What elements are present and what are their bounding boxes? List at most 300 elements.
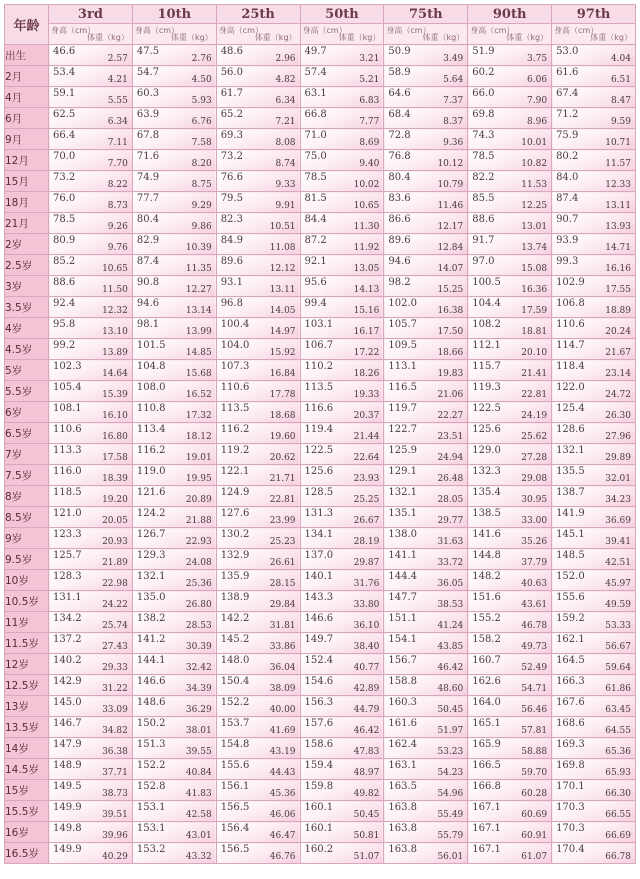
measure-cell [300, 150, 384, 171]
weight-value: 46.42 [437, 663, 464, 673]
weight-value: 20.62 [269, 453, 296, 463]
measure-cell [468, 633, 552, 654]
percentile-header-row [5, 5, 636, 24]
measure-cell [468, 570, 552, 591]
measure-cell [384, 444, 468, 465]
unit-header [49, 24, 133, 45]
weight-value: 17.55 [605, 285, 631, 295]
weight-value: 51.97 [437, 726, 464, 736]
height-value: 79.5 [220, 193, 243, 204]
weight-value: 19.83 [437, 369, 464, 379]
weight-value: 33.09 [102, 705, 128, 715]
age-label: 13岁 [5, 696, 49, 717]
weight-value: 8.20 [191, 159, 212, 169]
measure-cell [552, 633, 636, 654]
height-value: 119.3 [472, 382, 501, 393]
measure-cell [384, 381, 468, 402]
height-value: 67.4 [556, 88, 579, 99]
measure-cell [552, 801, 636, 822]
age-label: 5岁 [5, 360, 49, 381]
measure-cell [468, 276, 552, 297]
weight-value: 7.77 [359, 117, 380, 127]
weight-value: 29.08 [521, 474, 548, 484]
measure-cell [468, 339, 552, 360]
height-value: 86.6 [388, 214, 411, 225]
weight-value: 19.20 [102, 495, 128, 505]
weight-value: 40.00 [269, 705, 296, 715]
weight-value: 6.76 [191, 117, 212, 127]
percentile-header: 25th [216, 5, 300, 24]
weight-value: 10.71 [605, 138, 631, 148]
height-value: 151.3 [136, 739, 166, 750]
measure-cell [384, 66, 468, 87]
measure-cell [132, 675, 216, 696]
measure-cell [132, 465, 216, 486]
measure-cell [300, 612, 384, 633]
height-value: 78.5 [472, 151, 495, 162]
weight-value: 43.85 [437, 642, 464, 652]
weight-unit-label: 体重（kg） [590, 33, 632, 42]
height-value: 89.6 [220, 256, 243, 267]
height-value: 100.5 [472, 277, 501, 288]
weight-unit-label: 体重（kg） [170, 33, 213, 42]
weight-value: 9.76 [107, 243, 128, 253]
age-label: 8.5岁 [5, 507, 49, 528]
weight-value: 14.64 [102, 369, 128, 379]
height-value: 109.5 [388, 340, 418, 351]
height-value: 113.4 [136, 424, 166, 435]
measure-cell [132, 822, 216, 843]
height-value: 78.5 [304, 172, 327, 183]
measure-cell [132, 780, 216, 801]
weight-value: 65.93 [605, 768, 631, 778]
height-unit-label: 身高（cm） [218, 26, 263, 35]
table-row [5, 780, 636, 801]
measure-cell [49, 612, 133, 633]
weight-value: 21.06 [437, 390, 464, 400]
weight-value: 10.82 [521, 159, 548, 169]
table-row [5, 696, 636, 717]
height-value: 154.6 [304, 676, 334, 687]
measure-cell [49, 528, 133, 549]
weight-unit-label: 体重（kg） [87, 33, 129, 42]
height-value: 163.8 [388, 823, 418, 834]
measure-cell [216, 171, 300, 192]
table-row [5, 633, 636, 654]
weight-value: 21.44 [353, 432, 380, 442]
height-value: 160.2 [304, 844, 334, 855]
measure-cell [216, 129, 300, 150]
height-value: 135.9 [220, 571, 250, 582]
measure-cell [132, 717, 216, 738]
measure-cell [552, 297, 636, 318]
height-unit-label: 身高（cm） [51, 26, 96, 35]
height-value: 143.3 [304, 592, 334, 603]
weight-value: 26.80 [185, 600, 212, 610]
measure-cell [49, 717, 133, 738]
measure-cell [552, 213, 636, 234]
measure-cell [552, 234, 636, 255]
measure-cell [49, 549, 133, 570]
measure-cell [216, 738, 300, 759]
height-value: 80.2 [556, 151, 579, 162]
height-value: 164.0 [472, 697, 501, 708]
table-row [5, 213, 636, 234]
weight-value: 48.60 [437, 684, 464, 694]
height-value: 60.3 [136, 88, 160, 99]
weight-value: 42.89 [353, 684, 380, 694]
height-value: 110.8 [136, 403, 166, 414]
height-value: 92.4 [53, 298, 76, 309]
height-value: 149.5 [53, 781, 82, 792]
weight-value: 18.12 [185, 432, 212, 442]
measure-cell [552, 549, 636, 570]
table-row [5, 843, 636, 864]
measure-cell [552, 171, 636, 192]
height-value: 135.1 [388, 508, 418, 519]
measure-cell [132, 87, 216, 108]
weight-value: 34.39 [185, 684, 212, 694]
height-value: 116.0 [53, 466, 82, 477]
weight-value: 36.10 [353, 621, 380, 631]
weight-value: 59.64 [605, 663, 631, 673]
height-value: 163.8 [388, 844, 418, 855]
height-unit-label: 身高（cm） [386, 26, 431, 35]
weight-value: 12.12 [269, 264, 296, 274]
height-value: 92.1 [304, 256, 327, 267]
weight-value: 14.05 [269, 306, 296, 316]
age-label: 3岁 [5, 276, 49, 297]
weight-value: 10.12 [437, 159, 464, 169]
measure-cell [468, 297, 552, 318]
height-value: 153.7 [220, 718, 250, 729]
weight-value: 4.04 [610, 54, 631, 64]
weight-value: 36.29 [185, 705, 212, 715]
height-value: 162.4 [388, 739, 418, 750]
weight-value: 13.11 [605, 201, 631, 211]
weight-value: 18.39 [102, 474, 128, 484]
height-value: 102.9 [556, 277, 585, 288]
measure-cell [132, 486, 216, 507]
height-value: 121.0 [53, 508, 82, 519]
height-value: 93.1 [220, 277, 243, 288]
weight-value: 20.05 [102, 516, 128, 526]
weight-value: 32.42 [185, 663, 212, 673]
weight-value: 29.84 [269, 600, 296, 610]
height-value: 165.9 [472, 739, 501, 750]
weight-value: 15.08 [521, 264, 548, 274]
measure-cell [384, 738, 468, 759]
measure-cell [132, 108, 216, 129]
weight-value: 11.08 [269, 243, 296, 253]
height-value: 76.6 [220, 172, 243, 183]
table-row [5, 486, 636, 507]
height-value: 125.4 [556, 403, 585, 414]
height-value: 128.3 [53, 571, 82, 582]
measure-cell [49, 171, 133, 192]
height-value: 119.7 [388, 403, 418, 414]
measure-cell [49, 423, 133, 444]
weight-value: 22.64 [353, 453, 380, 463]
measure-cell [384, 192, 468, 213]
measure-cell [132, 759, 216, 780]
percentile-header: 90th [468, 5, 552, 24]
height-value: 70.0 [53, 151, 76, 162]
measure-cell [132, 633, 216, 654]
height-value: 159.2 [556, 613, 585, 624]
measure-cell [552, 717, 636, 738]
measure-cell [300, 780, 384, 801]
weight-value: 18.68 [269, 411, 296, 421]
height-value: 137.2 [53, 634, 82, 645]
height-value: 147.7 [388, 592, 418, 603]
age-label: 15岁 [5, 780, 49, 801]
weight-value: 16.38 [437, 306, 464, 316]
measure-cell [49, 675, 133, 696]
height-value: 105.7 [388, 319, 418, 330]
weight-value: 40.29 [102, 852, 128, 862]
measure-cell [300, 297, 384, 318]
measure-cell [384, 129, 468, 150]
height-value: 119.0 [136, 466, 166, 477]
height-value: 49.7 [304, 46, 327, 57]
height-value: 138.7 [556, 487, 585, 498]
percentile-header: 3rd [49, 5, 133, 24]
height-value: 101.5 [136, 340, 166, 351]
height-value: 98.1 [136, 319, 160, 330]
weight-value: 18.81 [521, 327, 548, 337]
height-value: 60.2 [472, 67, 495, 78]
measure-cell [132, 738, 216, 759]
table-row [5, 381, 636, 402]
weight-value: 16.80 [102, 432, 128, 442]
measure-cell [552, 339, 636, 360]
table-body [5, 45, 636, 864]
weight-value: 31.81 [269, 621, 296, 631]
height-value: 163.8 [388, 802, 418, 813]
age-label: 6.5岁 [5, 423, 49, 444]
age-label: 18月 [5, 192, 49, 213]
weight-value: 50.81 [353, 831, 380, 841]
height-value: 78.5 [53, 214, 76, 225]
measure-cell [384, 150, 468, 171]
height-value: 121.6 [136, 487, 166, 498]
table-row [5, 129, 636, 150]
measure-cell [49, 276, 133, 297]
measure-cell [49, 129, 133, 150]
weight-value: 37.71 [102, 768, 128, 778]
measure-cell [49, 339, 133, 360]
measure-cell [468, 234, 552, 255]
height-value: 134.2 [53, 613, 82, 624]
age-label: 3.5岁 [5, 297, 49, 318]
measure-cell [384, 234, 468, 255]
weight-value: 7.21 [275, 117, 296, 127]
weight-value: 13.89 [102, 348, 128, 358]
measure-cell [384, 423, 468, 444]
weight-value: 42.58 [185, 810, 212, 820]
height-value: 90.8 [136, 277, 160, 288]
weight-value: 30.39 [185, 642, 212, 652]
measure-cell [552, 654, 636, 675]
weight-value: 12.32 [102, 306, 128, 316]
measure-cell [216, 507, 300, 528]
table-row [5, 465, 636, 486]
measure-cell [384, 717, 468, 738]
weight-value: 8.96 [527, 117, 548, 127]
height-value: 162.1 [556, 634, 585, 645]
weight-value: 7.90 [527, 96, 548, 106]
age-label: 12.5岁 [5, 675, 49, 696]
measure-cell [468, 612, 552, 633]
growth-table [4, 4, 636, 864]
height-value: 56.0 [220, 67, 243, 78]
height-value: 124.2 [136, 508, 166, 519]
percentile-header: 50th [300, 5, 384, 24]
height-value: 142.2 [220, 613, 250, 624]
measure-cell [468, 549, 552, 570]
measure-cell [216, 234, 300, 255]
table-row [5, 255, 636, 276]
measure-cell [384, 843, 468, 864]
measure-cell [300, 528, 384, 549]
measure-cell [49, 759, 133, 780]
measure-cell [468, 108, 552, 129]
measure-cell [384, 360, 468, 381]
measure-cell [552, 318, 636, 339]
table-row [5, 507, 636, 528]
weight-value: 41.24 [437, 621, 464, 631]
weight-value: 24.19 [521, 411, 548, 421]
weight-value: 28.05 [437, 495, 464, 505]
measure-cell [300, 423, 384, 444]
measure-cell [468, 66, 552, 87]
weight-value: 28.15 [269, 579, 296, 589]
height-value: 135.5 [556, 466, 585, 477]
weight-value: 12.84 [437, 243, 464, 253]
measure-cell [49, 780, 133, 801]
measure-cell [468, 591, 552, 612]
measure-cell [49, 360, 133, 381]
height-value: 127.6 [220, 508, 250, 519]
measure-cell [49, 801, 133, 822]
weight-value: 33.72 [437, 558, 464, 568]
measure-cell [552, 45, 636, 66]
height-value: 87.2 [304, 235, 327, 246]
weight-value: 25.36 [185, 579, 212, 589]
measure-cell [552, 255, 636, 276]
height-value: 118.4 [556, 361, 585, 372]
measure-cell [216, 822, 300, 843]
weight-value: 44.79 [353, 705, 380, 715]
age-label: 16.5岁 [5, 843, 49, 864]
height-value: 154.1 [388, 634, 418, 645]
height-value: 141.1 [388, 550, 418, 561]
weight-value: 23.51 [437, 432, 464, 442]
height-value: 48.6 [220, 46, 243, 57]
weight-value: 4.21 [107, 75, 128, 85]
height-value: 63.1 [304, 88, 327, 99]
weight-value: 10.01 [521, 138, 548, 148]
height-value: 169.8 [556, 760, 585, 771]
height-value: 132.1 [136, 571, 166, 582]
weight-value: 33.80 [353, 600, 380, 610]
percentile-header: 10th [132, 5, 216, 24]
height-value: 135.0 [136, 592, 166, 603]
weight-value: 40.77 [353, 663, 380, 673]
measure-cell [132, 45, 216, 66]
height-value: 156.5 [220, 802, 250, 813]
measure-cell [216, 87, 300, 108]
weight-value: 17.22 [353, 348, 380, 358]
weight-value: 54.71 [521, 684, 548, 694]
weight-value: 15.68 [185, 369, 212, 379]
age-label: 4月 [5, 87, 49, 108]
measure-cell [49, 822, 133, 843]
height-value: 123.3 [53, 529, 82, 540]
height-value: 150.4 [220, 676, 250, 687]
measure-cell [552, 486, 636, 507]
weight-value: 5.64 [443, 75, 464, 85]
height-value: 90.7 [556, 214, 579, 225]
measure-cell [300, 591, 384, 612]
height-value: 114.7 [556, 340, 585, 351]
measure-cell [216, 759, 300, 780]
weight-value: 36.04 [269, 663, 296, 673]
table-row [5, 108, 636, 129]
table-row [5, 444, 636, 465]
measure-cell [468, 318, 552, 339]
height-value: 110.2 [304, 361, 334, 372]
weight-value: 36.38 [102, 747, 128, 757]
table-row [5, 150, 636, 171]
weight-value: 9.33 [275, 180, 296, 190]
height-value: 61.6 [556, 67, 579, 78]
table-row [5, 675, 636, 696]
weight-value: 6.51 [610, 75, 631, 85]
weight-value: 8.22 [107, 180, 128, 190]
height-value: 141.6 [472, 529, 501, 540]
measure-cell [300, 318, 384, 339]
measure-cell [132, 402, 216, 423]
height-value: 132.1 [556, 445, 585, 456]
weight-value: 24.08 [185, 558, 212, 568]
weight-value: 23.14 [605, 369, 631, 379]
measure-cell [384, 612, 468, 633]
table-row [5, 822, 636, 843]
measure-cell [552, 192, 636, 213]
height-value: 128.6 [556, 424, 585, 435]
weight-value: 58.88 [521, 747, 548, 757]
height-value: 167.1 [472, 844, 501, 855]
height-value: 102.3 [53, 361, 82, 372]
measure-cell [384, 45, 468, 66]
table-row [5, 66, 636, 87]
measure-cell [468, 381, 552, 402]
age-label: 7岁 [5, 444, 49, 465]
measure-cell [132, 843, 216, 864]
weight-value: 44.43 [269, 768, 296, 778]
height-value: 118.5 [53, 487, 82, 498]
measure-cell [552, 612, 636, 633]
measure-cell [300, 402, 384, 423]
height-value: 54.7 [136, 67, 160, 78]
height-value: 157.6 [304, 718, 334, 729]
weight-value: 17.59 [521, 306, 548, 316]
measure-cell [384, 633, 468, 654]
measure-cell [49, 381, 133, 402]
measure-cell [384, 318, 468, 339]
